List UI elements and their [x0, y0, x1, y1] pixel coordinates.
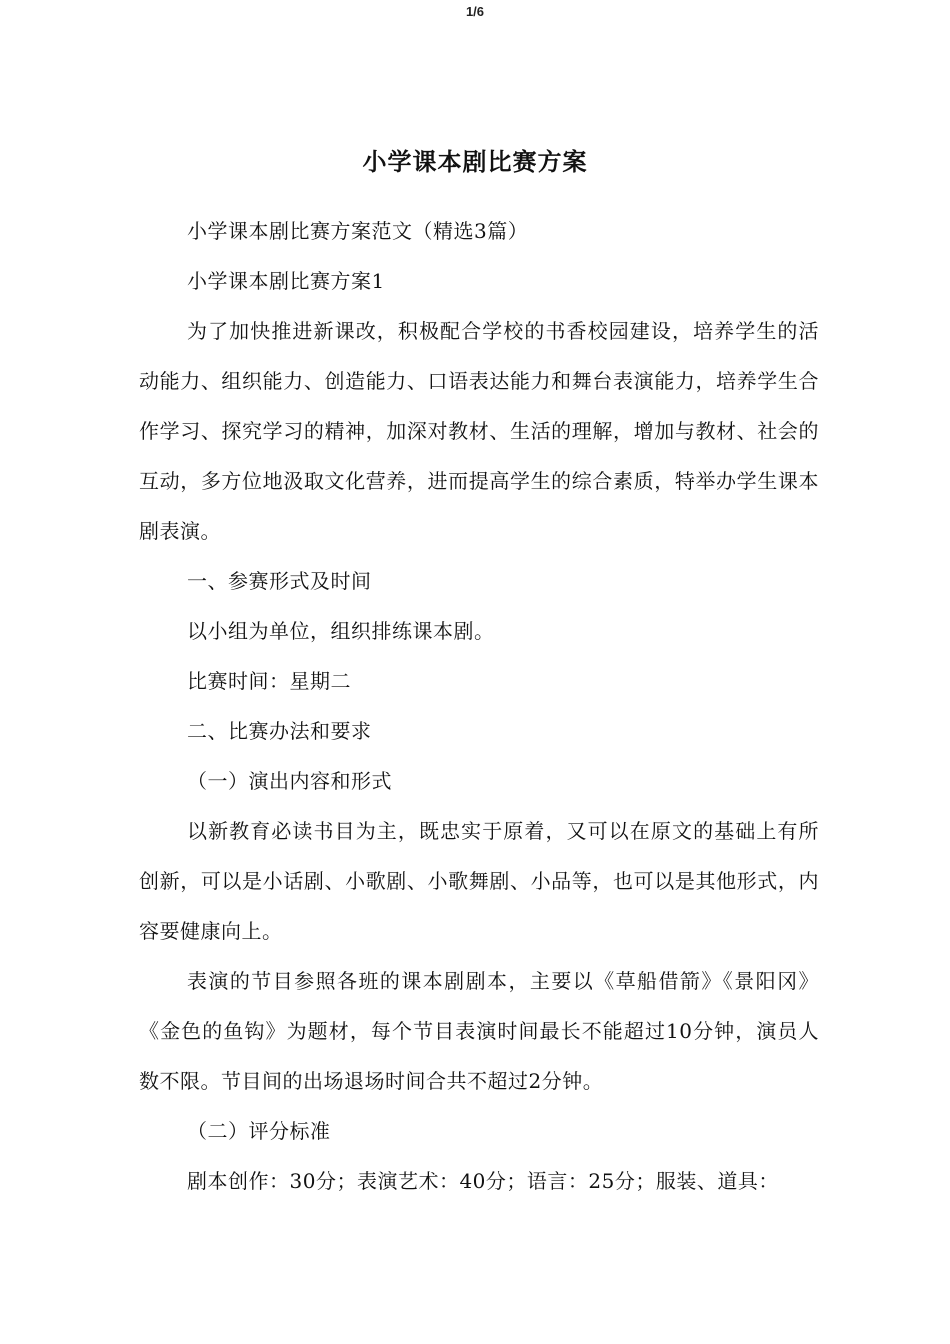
paragraph-group-unit: 以小组为单位，组织排练课本剧。	[187, 619, 495, 643]
heading-format-and-time: 一、参赛形式及时间	[187, 569, 372, 593]
document-title: 小学课本剧比赛方案	[362, 148, 588, 176]
paragraph-section-heading: 小学课本剧比赛方案1	[187, 269, 385, 293]
document-body	[139, 206, 819, 1206]
paragraph-intro: 为了加快推进新课改，积极配合学校的书香校园建设，培养学生的活动能力、组织能力、创造能力、口语表达能力和舞台表演能力，培养学生合作学习、探究学习的精神，加深对教材、生活的理解，增加与教材、社会的互动，多方位地汲取文化营养，进而提高学生的综合素质，特举办学生课本剧表演。	[139, 319, 819, 543]
paragraph-performance-rules: 表演的节目参照各班的课本剧剧本，主要以《草船借箭》《景阳冈》《金色的鱼钩》为题材，每个节目表演时间最长不能超过10分钟，演员人数不限。节目间的出场退场时间合共不超过2分钟。	[139, 969, 819, 1093]
heading-content-and-form: （一）演出内容和形式	[187, 769, 392, 793]
paragraph-subtitle: 小学课本剧比赛方案范文（精选3篇）	[187, 219, 529, 243]
paragraph-content-description: 以新教育必读书目为主，既忠实于原着，又可以在原文的基础上有所创新，可以是小话剧、小歌剧、小歌舞剧、小品等，也可以是其他形式，内容要健康向上。	[139, 819, 819, 943]
heading-scoring-criteria: （二）评分标准	[187, 1119, 331, 1143]
heading-methods-and-requirements: 二、比赛办法和要求	[187, 719, 372, 743]
paragraph-competition-time: 比赛时间：星期二	[187, 669, 351, 693]
page-number: 1/6	[465, 4, 485, 19]
paragraph-scoring-details: 剧本创作：30分；表演艺术：40分；语言：25分；服装、道具：	[187, 1169, 779, 1193]
